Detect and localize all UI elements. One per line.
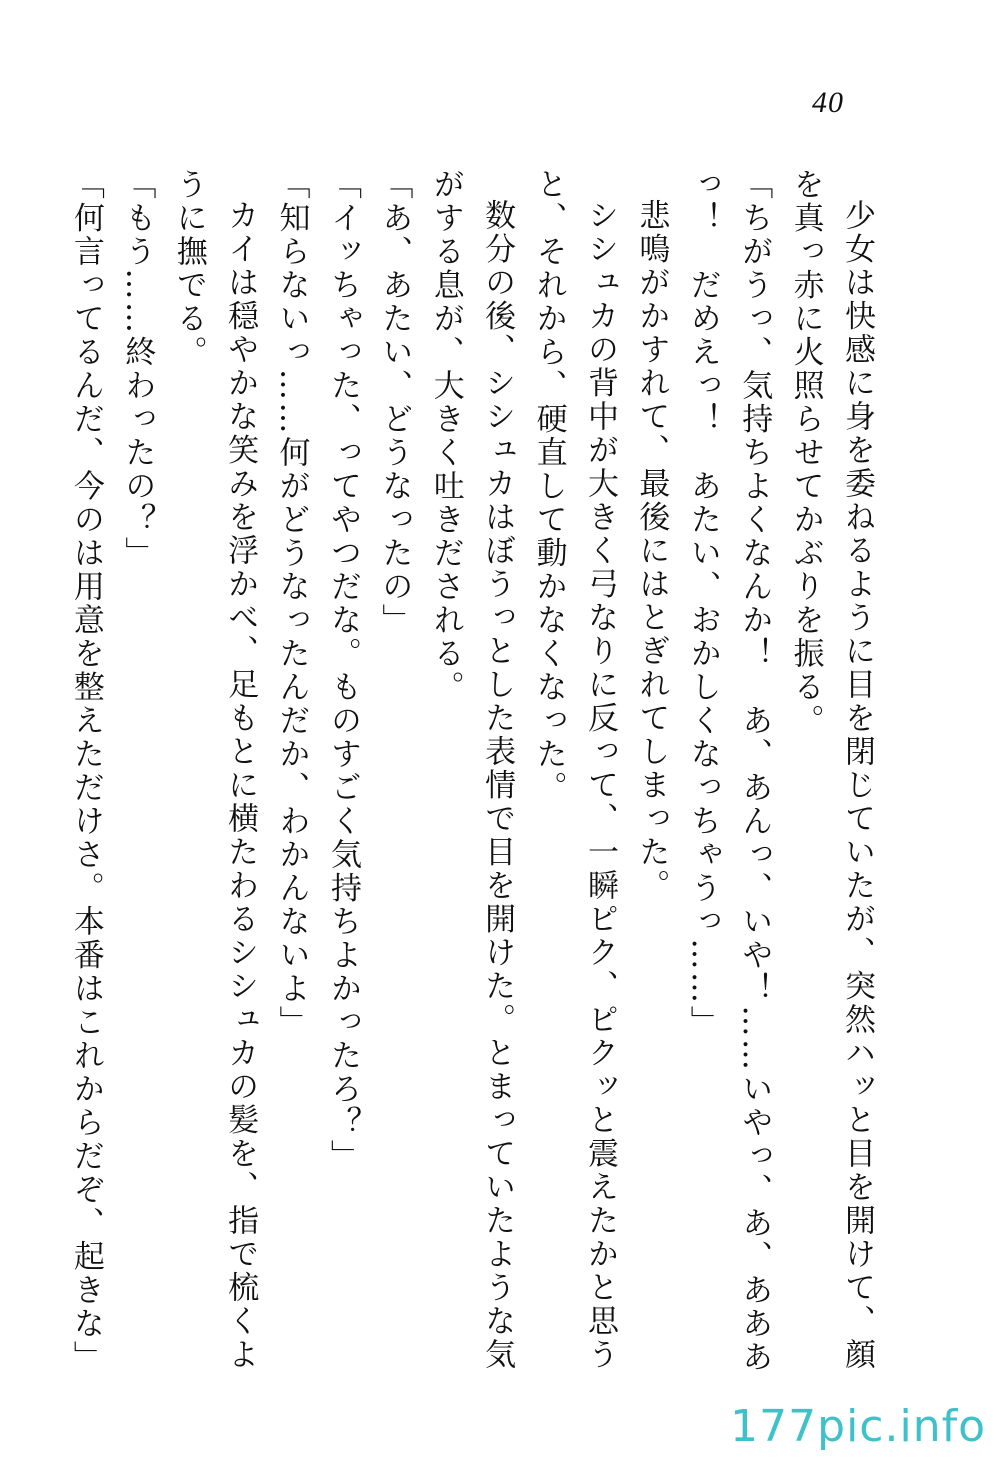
- novel-body-text: [67, 168, 882, 1378]
- paragraph: 「もう……終わったの？」: [119, 168, 156, 570]
- paragraph: 悲鳴がかすれて、最後にはとぎれてしまった。: [633, 199, 670, 903]
- paragraph: 少女は快感に身を委ねるように目を閉じていたが、突然ハッと目を開けて、顔を真っ赤に火照らせてかぶりを振る。: [787, 168, 875, 1372]
- paragraph: 「あ、あたい、どうなったの」: [376, 168, 413, 637]
- paragraph: カイは穏やかな笑みを浮かべ、足もとに横たわるシシュカの髪を、指で梳くように撫でる。: [170, 168, 259, 1372]
- paragraph: 「イッちゃった、ってやつだな。ものすごく気持ちよかったろ？」: [324, 168, 361, 1173]
- page-number: 40: [812, 86, 844, 119]
- watermark: 177pic.info: [730, 1401, 986, 1452]
- paragraph: シシュカの背中が大きく弓なりに反って、一瞬ピク、ピクッと震えたかと思うと、それから、硬直して動かなくなった。: [530, 168, 618, 1372]
- paragraph: 「ちがうっ、気持ちよくなんか！ あ、あんっ、いや！……いやっ、あ、あああっ！ だめえっ！ あたい、おかしくなっちゃうっ……」: [684, 168, 773, 1374]
- paragraph: 「知らないっ……何がどうなったんだか、わかんないよ」: [273, 168, 310, 1039]
- paragraph: 「何言ってるんだ、今のは用意を整えただけさ。本番はこれからだぞ、起きな」: [67, 168, 104, 1374]
- paragraph: 数分の後、シシュカはぼうっとした表情で目を開けた。とまっていたような気がする息が、大きく吐きだされる。: [427, 168, 516, 1372]
